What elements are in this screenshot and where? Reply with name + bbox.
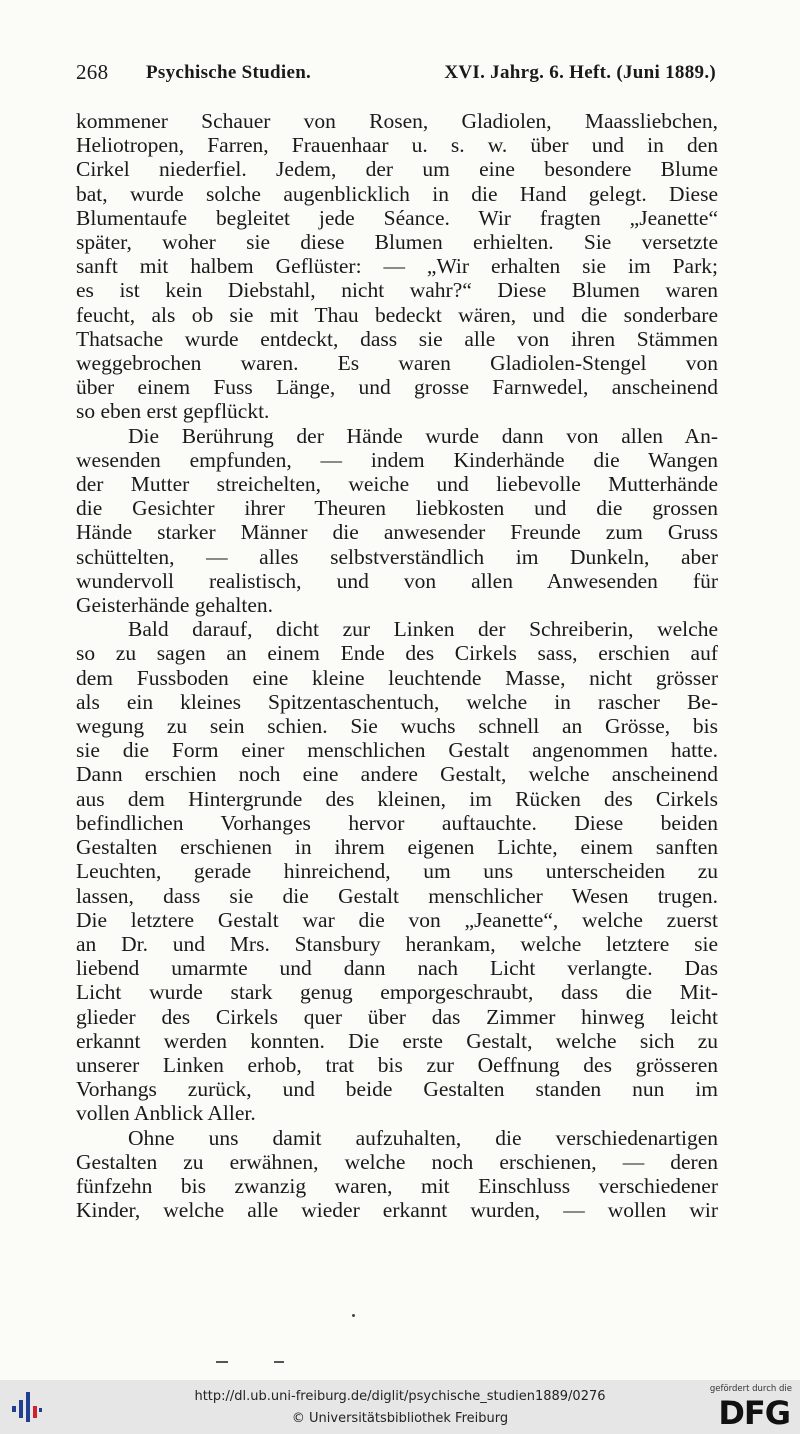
page-number: 268 [76,60,109,84]
text-line: Bald darauf, dicht zur Linken der Schreiberin, welche [128,617,718,642]
scan-mark [216,1361,228,1363]
text-line: glieder des Cirkels quer über das Zimmer hinweg leicht [76,1004,718,1029]
text-line: wegung zu sein schien. Sie wuchs schnell an Grösse, bis [76,714,718,739]
text-line: Ohne uns damit aufzuhalten, die verschiedenartigen [128,1125,718,1150]
text-line: Gestalten zu erwähnen, welche noch erschienen, — deren [76,1149,718,1174]
issue-details: XVI. Jahrg. 6. Heft. (Juni 1889.) [444,62,716,83]
text-line: aus dem Hintergrunde des kleinen, im Rücken des Cirkels [76,786,718,811]
text-line: über einem Fuss Länge, und grosse Farnwedel, anscheinend [76,375,718,400]
dfg-logo-text: DFG [718,1394,790,1432]
sponsor-caption: gefördert durch die [709,1384,792,1394]
text-line: so eben erst gepflückt. [76,399,270,424]
text-line: die Gesichter ihrer Theuren liebkosten und die grossen [76,496,718,521]
text-line: Thatsache wurde entdeckt, dass sie alle von ihren Stämmen [76,326,718,351]
scan-speck [352,1314,355,1317]
text-line: wesenden empfunden, — indem Kinderhände die Wangen [76,447,718,472]
body-text [76,109,718,1222]
text-line: Hände starker Männer die anwesender Freunde zum Gruss [76,520,718,545]
text-line: der Mutter streichelten, weiche und liebevolle Mutterhände [76,472,718,497]
text-line: Kinder, welche alle wieder erkannt wurden, — wollen wir [76,1198,718,1223]
text-line: dem Fussboden eine kleine leuchtende Masse, nicht grösser [76,665,718,690]
text-line: kommener Schauer von Rosen, Gladiolen, Maassliebchen, [76,109,718,133]
text-line: Cirkel niederfiel. Jedem, der um eine besondere Blume [76,157,718,182]
text-line: vollen Anblick Aller. [76,1101,256,1126]
text-line: später, woher sie diese Blumen erhielten. Sie versetzte [76,230,718,255]
text-line: befindlichen Vorhanges hervor auftauchte. Diese beiden [76,810,718,835]
text-line: feucht, als ob sie mit Thau bedeckt wären, und die sonderbare [76,302,718,327]
text-line: Die letztere Gestalt war die von „Jeanette“, welche zuerst [76,907,718,932]
text-line: Die Berührung der Hände wurde dann von allen An- [128,423,718,448]
text-line: sanft mit halbem Geflüster: — „Wir erhalten sie im Park; [76,254,718,279]
text-line: weggebrochen waren. Es waren Gladiolen-Stengel von [76,351,718,376]
journal-title: Psychische Studien. [146,62,312,83]
text-line: Blumentaufe begleitet jede Séance. Wir fragten „Jeanette“ [76,205,718,230]
source-url[interactable]: http://dl.ub.uni-freiburg.de/diglit/psychische_studien1889/0276 [194,1389,606,1404]
text-line: Dann erschien noch eine andere Gestalt, welche anscheinend [76,762,718,787]
text-line: Heliotropen, Farren, Frauenhaar u. s. w. über und in den [76,133,718,158]
text-line: Gestalten erschienen in ihrem eigenen Lichte, einem sanften [76,835,718,860]
text-line: wundervoll realistisch, und von allen Anwesenden für [76,568,718,593]
text-line: erkannt werden konnten. Die erste Gestalt, welche sich zu [76,1028,718,1053]
scan-mark [274,1361,284,1363]
copyright-notice: © Universitätsbibliothek Freiburg [291,1411,509,1426]
text-line: so zu sagen an einem Ende des Cirkels sass, erschien auf [76,641,718,666]
text-line: als ein kleines Spitzentaschentuch, welche in rascher Be- [76,689,718,714]
text-line: lassen, dass sie die Gestalt menschlicher Wesen trugen. [76,883,718,908]
text-line: Leuchten, gerade hinreichend, um uns unterscheiden zu [76,859,718,884]
dfg-logo [700,1382,792,1432]
text-line: unserer Linken erhob, trat bis zur Oeffnung des grösseren [76,1052,718,1077]
text-line: sie die Form einer menschlichen Gestalt angenommen hatte. [76,738,718,763]
text-line: schüttelten, — alles selbstverständlich im Dunkeln, aber [76,544,718,569]
text-line: es ist kein Diebstahl, nicht wahr?“ Diese Blumen waren [76,278,718,303]
text-line: Vorhangs zurück, und beide Gestalten standen nun im [76,1077,718,1102]
text-line: liebend umarmte und dann nach Licht verlangte. Das [76,956,718,981]
text-line: Licht wurde stark genug emporgeschraubt, dass die Mit- [76,980,718,1005]
text-line: Geisterhände gehalten. [76,593,273,618]
text-line: fünfzehn bis zwanzig waren, mit Einschluss verschiedener [76,1173,718,1198]
text-line: bat, wurde solche augenblicklich in die Hand gelegt. Diese [76,181,718,206]
running-header [76,60,716,90]
text-line: an Dr. und Mrs. Stansbury herankam, welche letztere sie [76,931,718,956]
viewer-footer [0,1380,800,1434]
